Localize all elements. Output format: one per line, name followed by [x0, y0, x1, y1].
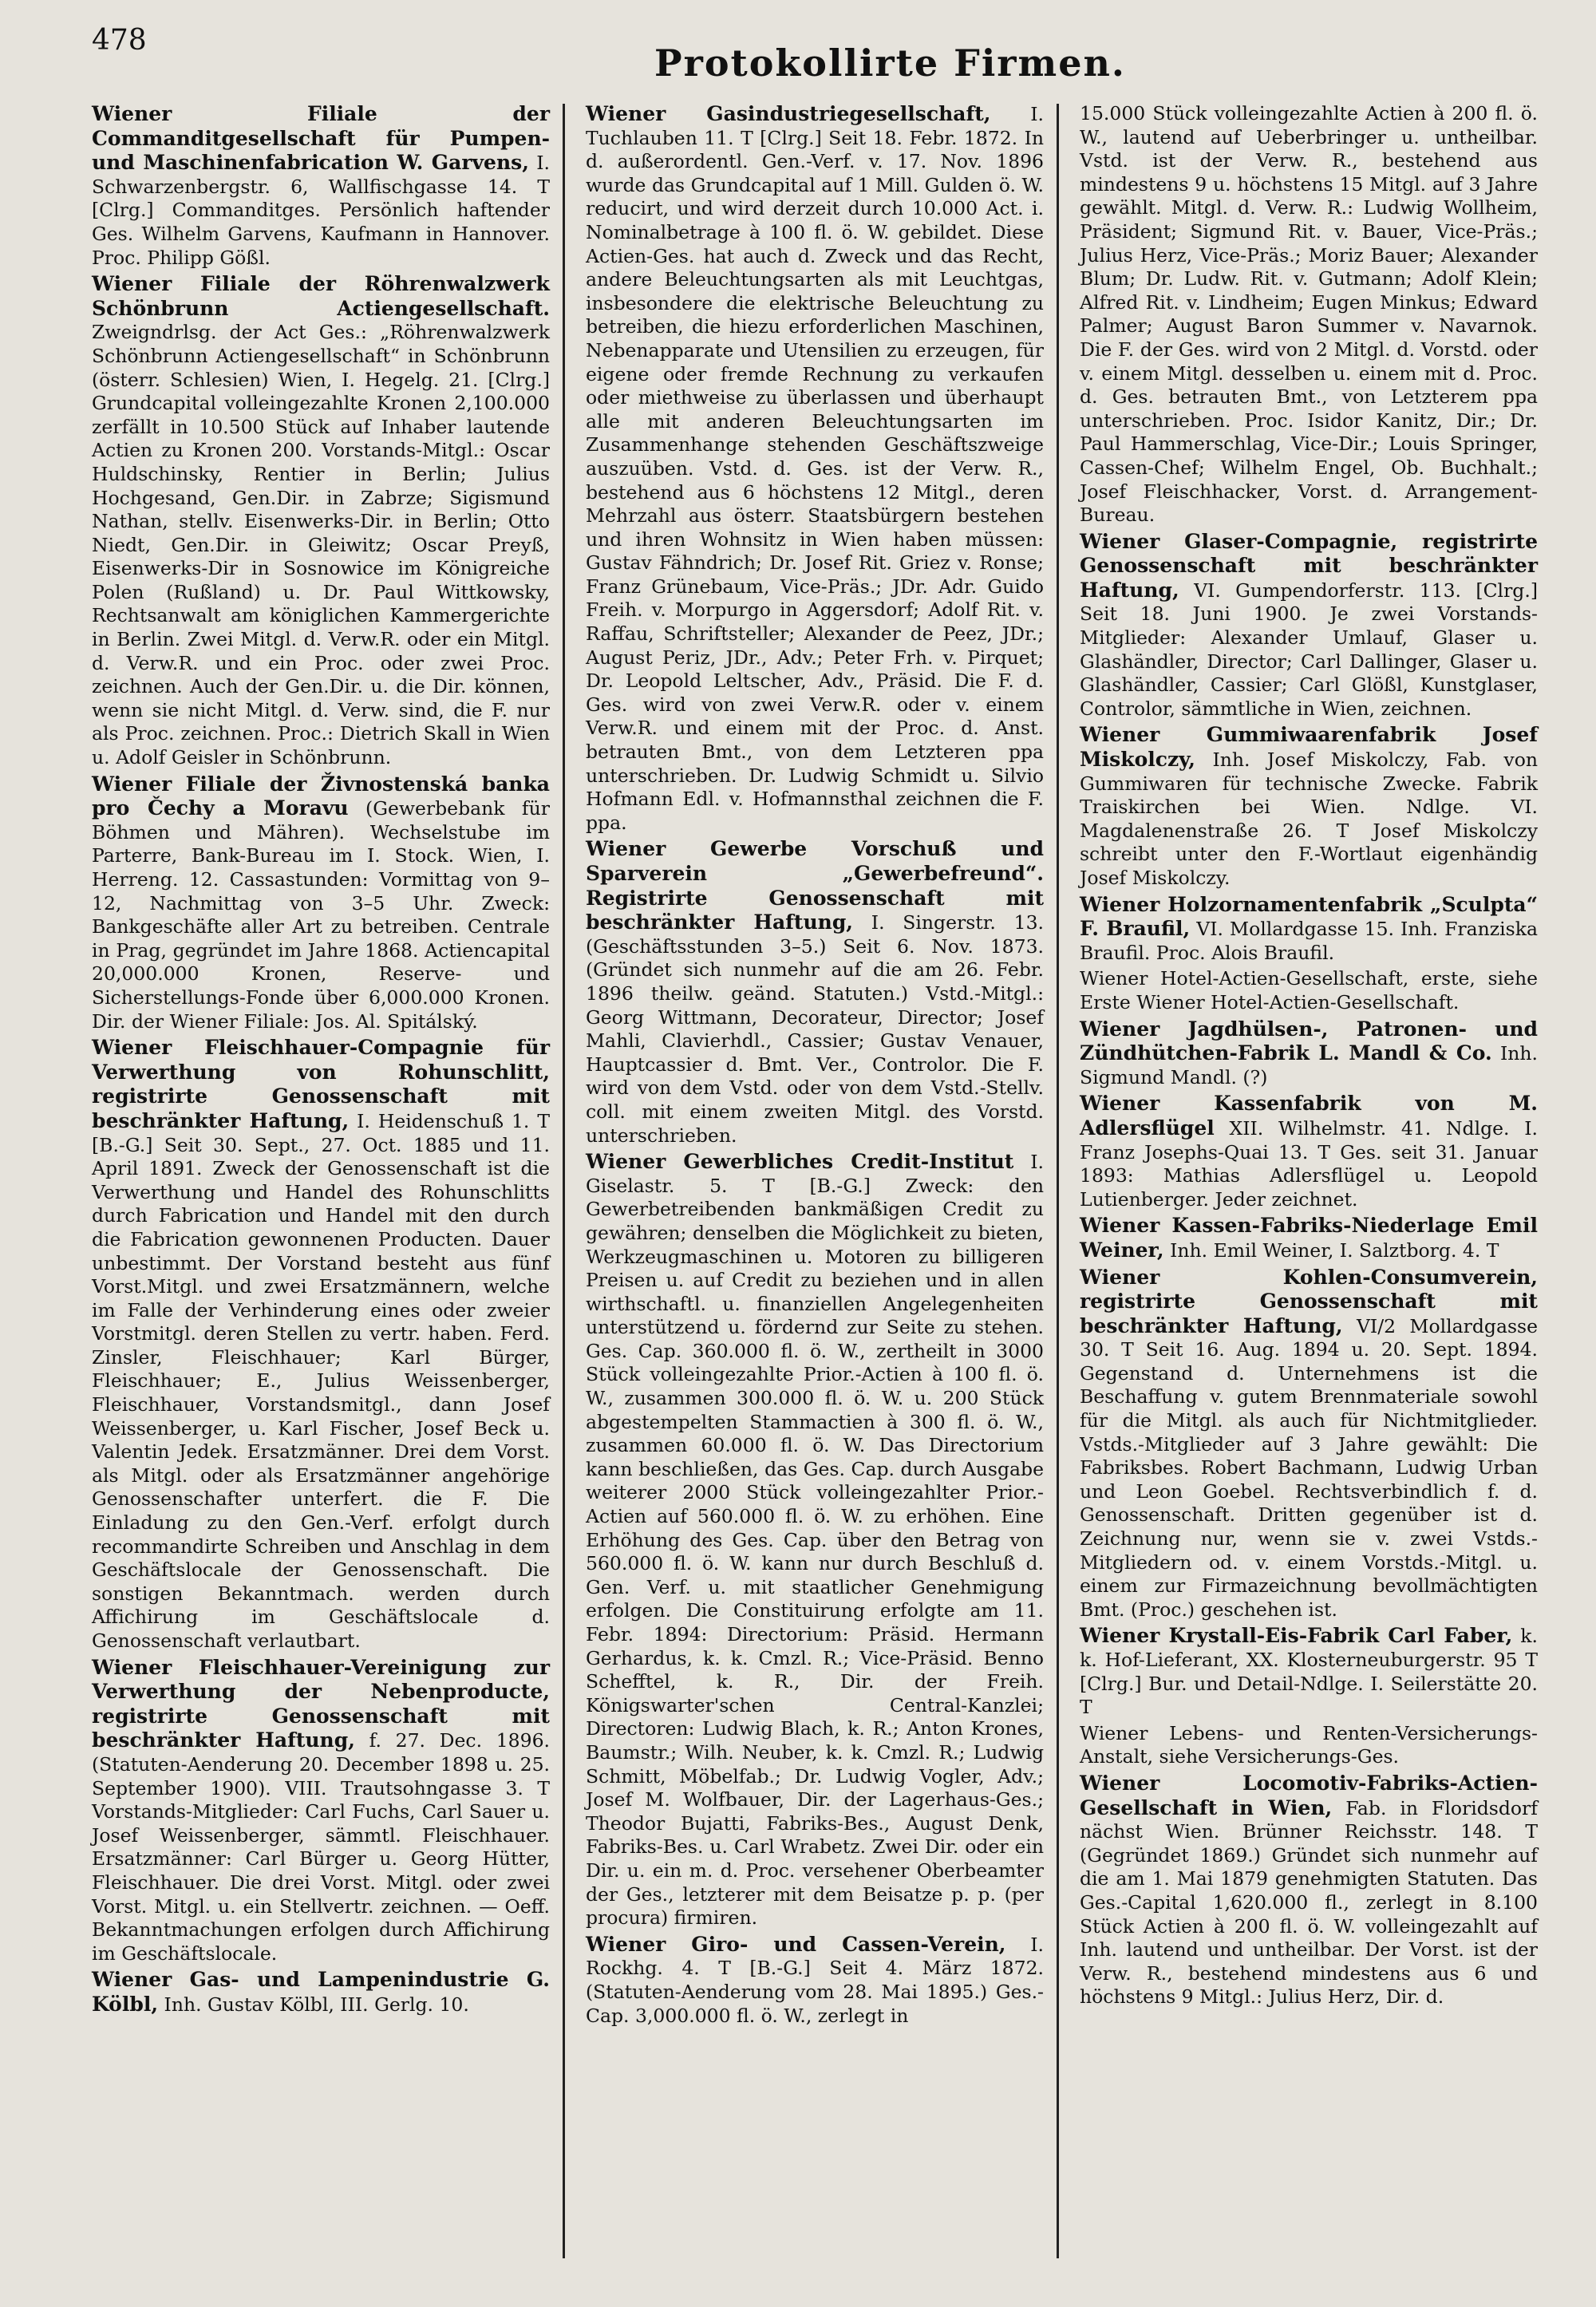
- column-2: [586, 102, 1044, 2030]
- firm-entry: [586, 837, 1044, 1148]
- firm-entry: [586, 102, 1044, 835]
- firm-name: Wiener Gas- und Lampenindustrie G. Kölbl,: [92, 1968, 550, 2016]
- page-number: 478: [92, 24, 147, 57]
- firm-details: I. Heidenschuß 1. T [B.-G.] Seit 30. Sept., 27. Oct. 1885 und 11. April 1891. Zweck der Genossenschaft ist die Verwerthung und Handel des Rohunschlitts durch Fabrication und Handel mit den durch die Fabrication gewonnenen Producten. Dauer unbestimmt. Der Vorstand besteht aus fünf Vorst.Mitgl. und zwei Ersatzmännern, welche im Falle der Verhinderung eines oder zweier Vorstmitgl. deren Stellen zu vertr. haben. Ferd. Zinsler, Fleischhauer; Karl Bürger, Fleischhauer; E., Julius Weissenberger, Fleischhauer, Vorstandsmitgl., dann Josef Weissenberger, u. Karl Fischer, Josef Beck u. Valentin Jedek. Ersatzmänner. Drei dem Vorst. als Mitgl. oder als Ersatzmänner angehörige Genossenschafter unterfert. die F. Die Einladung zu den Gen.-Verf. erfolgt durch recommandirte Schreiben und Anschlag in dem Geschäftslocale der Genossenschaft. Die sonstigen Bekanntmach. werden durch Affichirung im Geschäftslocale d. Genossenschaft verlautbart.: [92, 1109, 550, 1652]
- firm-details: I. Giselastr. 5. T [B.-G.] Zweck: den Gewerbetreibenden bankmäßigen Credit zu gewähren; denselben die Möglichkeit zu bieten, Werkzeugmaschinen u. Motoren zu billigeren Preisen u. auf Credit zu beziehen und in allen wirthschaftl. u. finanziellen Angelegenheiten unterstützend u. fördernd zur Seite zu stehen. Ges. Cap. 360.000 fl. ö. W., zertheilt in 3000 Stück volleingezahlte Prior.-Actien à 100 fl. ö. W., zusammen 300.000 fl. ö. W. u. 200 Stück abgestempelten Stammactien à 300 fl. ö. W., zusammen 60.000 fl. ö. W. Das Directorium kann beschließen, das Ges. Cap. durch Ausgabe weiterer 2000 Stück volleingezahlter Prior.-Actien auf 560.000 fl. ö. W. zu erhöhen. Eine Erhöhung des Ges. Cap. über den Betrag von 560.000 fl. ö. W. kann nur durch Beschluß d. Gen. Verf. u. mit staatlicher Genehmigung erfolgen. Die Constituirung erfolgte am 11. Febr. 1894: Directorium: Präsid. Hermann Gerhardus, k. k. Cmzl. R.; Vice-Präsid. Benno Schefftel, k. R., Dir. der Freih. Königswarter'schen Central-Kanzlei; Directoren: Ludwig Blach, k. R.; Anton Krones, Baumstr.; Wilh. Neuber, k. k. Cmzl. R.; Ludwig Schmitt, Möbelfab.; Dr. Ludwig Vogler, Adv.; Josef M. Wolfbauer, Dir. der Lagerhaus-Ges.; Theodor Bujatti, Fabriks-Bes., August Denk, Fabriks-Bes. u. Carl Wrabetz. Zwei Dir. oder ein Dir. u. ein m. d. Proc. versehener Oberbeamter der Ges., letzterer mit dem Beisatze p. p. (per procura) firmiren.: [586, 1151, 1044, 1930]
- firm-name: Wiener Fleischhauer-Vereinigung zur Verwerthung der Nebenproducte, registrirte Genossenschaft mit beschränkter Haftung,: [92, 1655, 550, 1752]
- firm-name: Wiener Jagdhülsen-, Patronen- und Zündhütchen-Fabrik L. Mandl & Co.: [1080, 1017, 1538, 1065]
- firm-name: Wiener Locomotiv-Fabriks-Actien-Gesellschaft in Wien,: [1080, 1771, 1538, 1819]
- column-divider-left: [563, 104, 565, 2258]
- firm-entry: [1080, 723, 1538, 890]
- firm-entry: [92, 1036, 550, 1653]
- firm-entry: [1080, 1092, 1538, 1211]
- firm-name: Wiener Filiale der Röhrenwalzwerk Schönbrunn Actiengesellschaft.: [92, 272, 550, 320]
- firm-entry: [92, 772, 550, 1034]
- firm-name: Wiener Gewerbliches Credit-Institut: [586, 1150, 1014, 1174]
- firm-entry: [1080, 893, 1538, 966]
- firm-name: Wiener Gasindustriegesellschaft,: [586, 102, 991, 125]
- firm-details: XII. Wilhelmstr. 41. Ndlge. I. Franz Josephs-Quai 13. T Ges. seit 31. Januar 1893: Mathias Adlersflügel u. Leopold Lutienberger. Jeder zeichnet.: [1080, 1116, 1538, 1211]
- firm-name: Wiener Kassenfabrik von M. Adlersflügel: [1080, 1092, 1538, 1140]
- firm-entry: [1080, 102, 1538, 527]
- firm-entry: [1080, 1722, 1538, 1769]
- firm-name: Wiener Glaser-Compagnie, registrirte Genossenschaft mit beschränkter Haftung,: [1080, 529, 1538, 602]
- firm-name: Wiener Gewerbe Vorschuß und Sparverein „Gewerbefreund“. Registrirte Genossenschaft mit beschränkter Haftung,: [586, 837, 1044, 934]
- firm-details: Fab. in Floridsdorf nächst Wien. Brünner Reichsstr. 148. T (Gegründet 1869.) Gründet sich nunmehr auf die am 1. Mai 1879 genehmigten Statuten. Das Ges.-Capital 1,620.000 fl., zerlegt in 8.100 Stück Actien à 200 fl. ö. W. volleingezahlt auf Inh. lautend und untheilbar. Der Vorst. ist der Verw. R., bestehend mindestens aus 6 und höchstens 9 Mitgl.: Julius Herz, Dir. d.: [1080, 1796, 1538, 2009]
- firm-name: Wiener Gummiwaarenfabrik Josef Miskolczy,: [1080, 723, 1538, 772]
- firm-name: Wiener Filiale der Živnostenská banka pro Čechy a Moravu: [92, 772, 550, 820]
- firm-details: Inh. Josef Miskolczy, Fab. von Gummiwaren für technische Zwecke. Fabrik Traiskirchen bei Wien. Ndlge. VI. Magdalenenstraße 26. T Josef Miskolczy schreibt unter den F.-Wortlaut eigenhändig Josef Miskolczy.: [1080, 749, 1538, 889]
- firm-entry: [586, 1933, 1044, 2028]
- firm-details: k. k. Hof-Lieferant, XX. Klosterneuburgerstr. 95 T [Clrg.] Bur. und Detail-Ndlge. I. Seilerstätte 20. T: [1080, 1625, 1538, 1719]
- firm-details: VI. Gumpendorferstr. 113. [Clrg.] Seit 18. Juni 1900. Je zwei Vorstands-Mitglieder: Alexander Umlauf, Glaser u. Glashändler, Director; Carl Dallinger, Glaser u. Glashändler, Cassier; Carl Glößl, Kunstglaser, Controlor, sämmtliche in Wien, zeichnen.: [1080, 579, 1538, 720]
- firm-name: Wiener Filiale der Commanditgesellschaft für Pumpen- und Maschinenfabrication W. Garvens,: [92, 102, 550, 175]
- firm-entry: [1080, 1214, 1538, 1262]
- firm-details: Inh. Sigmund Mandl. (?): [1080, 1042, 1538, 1088]
- firm-name: Wiener Holzornamentenfabrik „Sculpta“ F. Braufil,: [1080, 892, 1538, 941]
- firm-entry: [1080, 1017, 1538, 1090]
- firm-details: VI/2 Mollardgasse 30. T Seit 16. Aug. 1894 u. 20. Sept. 1894. Gegenstand d. Unternehmens ist die Beschaffung v. gutem Brennmateriale sowohl für die Mitgl. als auch für Nichtmitglieder. Vstds.-Mitglieder auf 3 Jahre gewählt: Die Fabriksbes. Robert Bachmann, Ludwig Urban und Leon Goebel. Rechtsverbindlich f. d. Genossenschaft. Dritten gegenüber ist d. Zeichnung nur, wenn sie v. zwei Vstds.-Mitgliedern od. v. einem Vorstds.-Mitgl. u. einem zur Firmazeichnung bevollmächtigten Bmt. (Proc.) geschehen ist.: [1080, 1314, 1539, 1621]
- firm-entry: [586, 1150, 1044, 1930]
- firm-name: Wiener Giro- und Cassen-Verein,: [586, 1932, 1006, 1956]
- firm-details: f. 27. Dec. 1896. (Statuten-Aenderung 20. December 1898 u. 25. September 1900). VIII. Trautsohngasse 3. T Vorstands-Mitglieder: Carl Fuchs, Carl Sauer u. Josef Weissenberger, sämmtl. Fleischhauer. Ersatzmänner: Carl Bürger u. Georg Hütter, Fleischhauer. Die drei Vorst. Mitgl. oder zwei Vorst. Mitgl. u. ein Stellvertr. zeichnen. — Oeff. Bekanntmachungen erfolgen durch Affichirung im Geschäftslocale.: [92, 1729, 550, 1965]
- firm-details: I. Tuchlauben 11. T [Clrg.] Seit 18. Febr. 1872. In d. außerordentl. Gen.-Verf. v. 17. Nov. 1896 wurde das Grundcapital auf 1 Mill. Gulden ö. W. reducirt, und wird derzeit durch 10.000 Act. i. Nominalbetrage à 100 fl. ö. W. gebildet. Diese Actien-Ges. hat auch d. Zweck und das Recht, andere Beleuchtungsarten als mit Leuchtgas, insbesondere die elektrische Beleuchtung zu betreiben, die hiezu erforderlichen Maschinen, Nebenapparate und Utensilien zu erzeugen, für eigene oder fremde Rechnung zu verkaufen oder miethweise zu überlassen und überhaupt alle mit anderen Beleuchtungsarten im Zusammenhange stehenden Geschäftszweige auszuüben. Vstd. d. Ges. ist der Verw. R., bestehend aus 6 höchstens 12 Mitgl., deren Mehrzahl aus österr. Staatsbürgern bestehen und ihren Wohnsitz in Wien haben müssen: Gustav Fähndrich; Dr. Josef Rit. Griez v. Ronse; Franz Grünebaum, Vice-Präs.; JDr. Adr. Guido Freih. v. Morpurgo in Aggersdorf; Adolf Rit. v. Raffau, Schriftsteller; Alexander de Peez, JDr.; August Periz, JDr., Adv.; Peter Frh. v. Pirquet; Dr. Leopold Leltscher, Adv., Präsid. Die F. d. Ges. wird von zwei Verw.R. oder v. einem Verw.R. und einem mit der Proc. d. Anst. betrauten Bmt., von dem Letzteren ppa unterschrieben. Dr. Ludwig Schmidt u. Silvio Hofmann Edl. v. Hofmannsthal zeichnen die F. ppa.: [586, 103, 1044, 834]
- firm-name: Wiener Krystall-Eis-Fabrik Carl Faber,: [1080, 1624, 1513, 1648]
- column-3: [1080, 102, 1538, 2012]
- firm-details: Inh. Gustav Kölbl, III. Gerlg. 10.: [164, 1993, 469, 2016]
- firm-entry: [92, 272, 550, 769]
- firm-name: Wiener Kohlen-Consumverein, registrirte Genossenschaft mit beschränkter Haftung,: [1080, 1265, 1538, 1337]
- firm-details: I. Singerstr. 13. (Geschäftsstunden 3–5.) Seit 6. Nov. 1873. (Gründet sich nunmehr auf die am 26. Febr. 1896 theilw. geänd. Statuten.) Vstd.-Mitgl.: Georg Wittmann, Decorateur, Director; Josef Mahli, Clavierhdl., Cassier; Gustav Venauer, Hauptcassier d. Bmt. Ver., Controlor. Die F. wird von dem Vstd. oder von dem Vstd.-Stellv. coll. mit einem zweiten Mitgl. des Vorstd. unterschrieben.: [586, 911, 1044, 1147]
- column-divider-right: [1057, 104, 1059, 2258]
- firm-entry: [1080, 1772, 1538, 2009]
- firm-entry: [92, 102, 550, 270]
- firm-details: 15.000 Stück volleingezahlte Actien à 200 fl. ö. W., lautend auf Ueberbringer u. untheilbar. Vstd. ist der Verw. R., bestehend aus mindestens 9 u. höchstens 15 Mitgl. auf 3 Jahre gewählt. Mitgl. d. Verw. R.: Ludwig Wollheim, Präsident; Sigmund Rit. v. Bauer, Vice-Präs.; Julius Herz, Vice-Präs.; Moriz Bauer; Alexander Blum; Dr. Ludw. Rit. v. Gutmann; Adolf Klein; Alfred Rit. v. Lindheim; Eugen Minkus; Edward Palmer; August Baron Summer v. Navarnok. Die F. der Ges. wird von 2 Mitgl. d. Vorstd. oder v. einem Mitgl. desselben u. einem mit d. Proc. d. Ges. betrauten Bmt., von Letzterem ppa unterschrieben. Proc. Isidor Kanitz, Dir.; Dr. Paul Hammerschlag, Vice-Dir.; Louis Springer, Cassen-Chef; Wilhelm Engel, Ob. Buchhalt.; Josef Fleischhacker, Vorst. d. Arrangement-Bureau.: [1080, 102, 1538, 527]
- firm-entry: [1080, 1624, 1538, 1719]
- firm-details: VI. Mollardgasse 15. Inh. Franziska Braufil. Proc. Alois Braufil.: [1080, 918, 1538, 964]
- firm-details: Wiener Hotel-Actien-Gesellschaft, erste, siehe Erste Wiener Hotel-Actien-Gesellschaft.: [1080, 967, 1538, 1013]
- firm-entry: [1080, 1266, 1538, 1622]
- firm-details: Inh. Emil Weiner, I. Salztborg. 4. T: [1170, 1238, 1499, 1262]
- firm-details: Wiener Lebens- und Renten-Versicherungs-Anstalt, siehe Versicherungs-Ges.: [1080, 1721, 1538, 1768]
- firm-details: (Gewerbebank für Böhmen und Mähren). Wechselstube im Parterre, Bank-Bureau im I. Stock. Wien, I. Herreng. 12. Cassastunden: Vormittag von 9–12, Nachmittag von 3–5 Uhr. Zweck: Bankgeschäfte aller Art zu betreiben. Centrale in Prag, gegründet im Jahre 1868. Actiencapital 20,000.000 Kronen, Reserve- und Sicherstellungs-Fonde über 6,000.000 Kronen. Dir. der Wiener Filiale: Jos. Al. Spitálský.: [92, 797, 550, 1033]
- firm-details: I. Schwarzenbergstr. 6, Wallfischgasse 14. T [Clrg.] Commanditges. Persönlich haftender Ges. Wilhelm Garvens, Kaufmann in Hannover. Proc. Philipp Gößl.: [92, 152, 550, 269]
- running-title: Protokollirte Firmen.: [654, 41, 1126, 85]
- firm-name: Wiener Fleischhauer-Compagnie für Verwerthung von Rohunschlitt, registrirte Genossenschaft mit beschränkter Haftung,: [92, 1036, 550, 1132]
- column-1: [92, 102, 550, 2020]
- firm-entry: [92, 1656, 550, 1966]
- firm-entry: [92, 1968, 550, 2017]
- firm-entry: [1080, 967, 1538, 1014]
- firm-name: Wiener Kassen-Fabriks-Niederlage Emil Weiner,: [1080, 1214, 1538, 1262]
- firm-details: I. Rockhg. 4. T [B.-G.] Seit 4. März 1872. (Statuten-Aenderung vom 28. Mai 1895.) Ges.-Cap. 3,000.000 fl. ö. W., zerlegt in: [586, 1933, 1044, 2027]
- firm-details: Zweigndrlsg. der Act Ges.: „Röhrenwalzwerk Schönbrunn Actiengesellschaft“ in Schönbrunn (österr. Schlesien) Wien, I. Hegelg. 21. [Clrg.] Grundcapital volleingezahlte Kronen 2,100.000 zerfällt in 10.500 Stück auf Inhaber lautende Actien zu Kronen 200. Vorstands-Mitgl.: Oscar Huldschinsky, Rentier in Berlin; Julius Hochgesand, Gen.Dir. in Zabrze; Sigismund Nathan, stellv. Eisenwerks-Dir. in Berlin; Otto Niedt, Gen.Dir. in Gleiwitz; Oscar Preyß, Eisenwerks-Dir in Sosnowice im Königreiche Polen (Rußland) u. Dr. Paul Wittkowsky, Rechtsanwalt am königlichen Kammergerichte in Berlin. Zwei Mitgl. d. Verw.R. oder ein Mitgl. d. Verw.R. und ein Proc. oder zwei Proc. zeichnen. Auch der Gen.Dir. u. die Dir. können, wenn sie nicht Mitgl. d. Verw. sind, die F. nur als Proc. zeichnen. Proc.: Dietrich Skall in Wien u. Adolf Geisler in Schönbrunn.: [92, 321, 550, 769]
- firm-entry: [1080, 530, 1538, 721]
